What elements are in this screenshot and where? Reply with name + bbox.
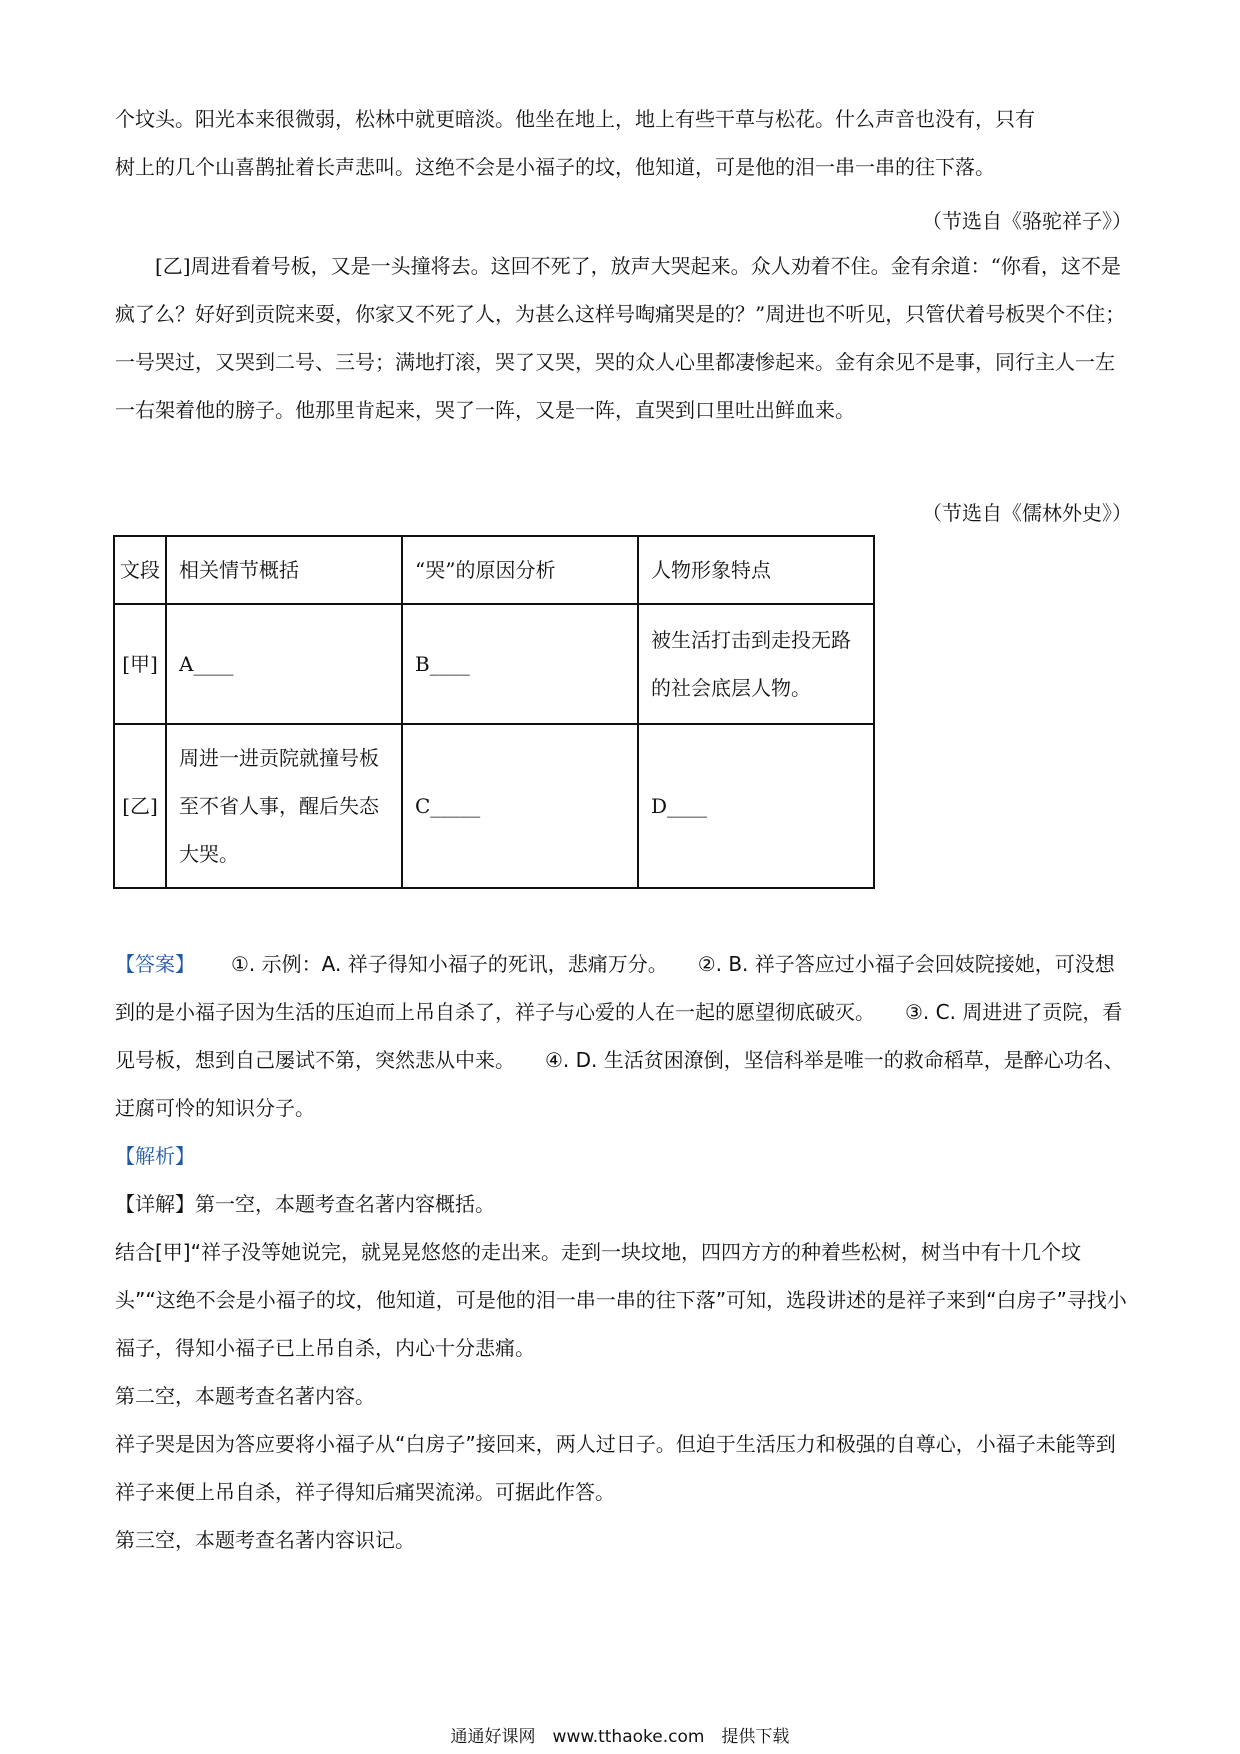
analysis-paragraph-5: 第三空，本题考查名著内容识记。 [115,1528,415,1552]
analysis-label-line [115,1132,1130,1180]
table-header-row [114,536,874,604]
passage-a-line-2: 树上的几个山喜鹊扯着长声悲叫。这绝不会是小福子的坟，他知道，可是他的泪一串一串的往下落。 [115,155,995,179]
table-cell: 周进一进贡院就撞号板至不省人事，醒后失态大哭。 [166,724,402,888]
analysis-label: 【解析】 [115,1144,195,1168]
table-cell: 被生活打击到走投无路的社会底层人物。 [638,604,874,724]
table-cell: [乙] [114,724,166,888]
table-cell: C_____ [402,724,638,888]
analysis-paragraph-3: 第二空，本题考查名著内容。 [115,1384,375,1408]
table-cell: A____ [166,604,402,724]
answer-label: 【答案】 [115,952,195,976]
answer-text: ①. 示例：A. 祥子得知小福子的死讯，悲痛万分。 ②. B. 祥子答应过小福子会回妓院接她，可没想到的是小福子因为生活的压迫而上吊自杀了，祥子与心爱的人在一起的愿望彻底破灭。 ③. C. 周进进了贡院，看见号板，想到自己屡试不第，突然悲从中来。 ④. D. 生活贫困潦倒，坚信科举是唯一的救命稻草，是醉心功名、迂腐可怜的知识分子。 [115,952,1124,1120]
table-cell: D____ [638,724,874,888]
page-footer: 通通好课网 www.tthaoke.com 提供下载 [450,1727,790,1747]
answer-block [115,940,1130,1132]
table-row [114,724,874,888]
analysis-paragraph-2: 结合[甲]“祥子没等她说完，就晃晃悠悠的走出来。走到一块坟地，四四方方的种着些松树，树当中有十几个坟头”“这绝不会是小福子的坟，他知道，可是他的泪一串一串的往下落”可知，选段讲述的是祥子来到“白房子”寻找小福子，得知小福子已上吊自杀，内心十分悲痛。 [115,1240,1127,1360]
table-row [114,604,874,724]
passage-a-source: （节选自《骆驼祥子》） [922,209,1132,233]
table-cell: [甲] [114,604,166,724]
table-header-cell: 相关情节概括 [166,536,402,604]
detail-label: 【详解】 [115,1192,195,1216]
passage-b: [乙]周进看着号板，又是一头撞将去。这回不死了，放声大哭起来。众人劝着不住。金有余道：“你看，这不是疯了么？好好到贡院来耍，你家又不死了人，为甚么这样号啕痛哭是的？”周进也不听见，只管伏着号板哭个不住；一号哭过，又哭到二号、三号；满地打滚，哭了又哭，哭的众人心里都凄惨起来。金有余见不是事，同行主人一左一右架着他的膀子。他那里肯起来，哭了一阵，又是一阵，直哭到口里吐出鲜血来。 [115,254,1126,422]
analysis-paragraph-4: 祥子哭是因为答应要将小福子从“白房子”接回来，两人过日子。但迫于生活压力和极强的自尊心，小福子未能等到祥子来便上吊自杀，祥子得知后痛哭流涕。可据此作答。 [115,1432,1116,1504]
detail-line [115,1180,1130,1228]
table-header-cell: 文段 [114,536,166,604]
passage-b-source: （节选自《儒林外史》） [922,501,1132,525]
table-header-cell: “哭”的原因分析 [402,536,638,604]
passage-a-line-1: 个坟头。阳光本来很微弱，松林中就更暗淡。他坐在地上，地上有些干草与松花。什么声音也没有，只有 [115,107,1035,131]
table-cell: B____ [402,604,638,724]
detail-text: 第一空，本题考查名著内容概括。 [195,1192,495,1216]
summary-table [113,535,875,889]
table-header-cell: 人物形象特点 [638,536,874,604]
